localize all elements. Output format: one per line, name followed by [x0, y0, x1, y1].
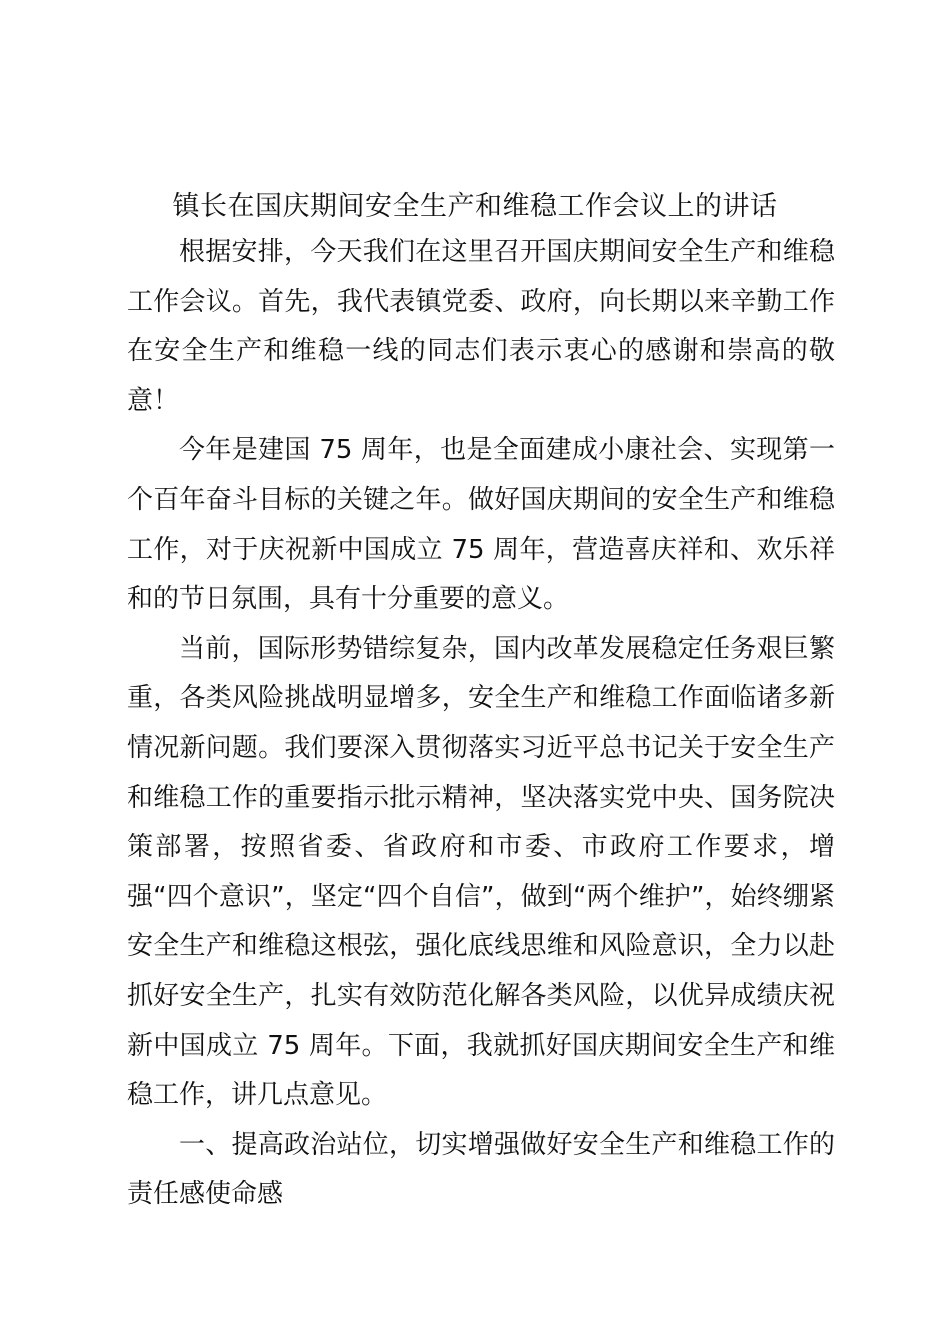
document-body — [127, 228, 835, 1220]
document-title: 镇长在国庆期间安全生产和维稳工作会议上的讲话 — [172, 191, 778, 222]
paragraph-opening: 根据安排，今天我们在这里召开国庆期间安全生产和维稳工作会议。首先，我代表镇党委、政府，向长期以来辛勤工作在安全生产和维稳一线的同志们表示衷心的感谢和崇高的敬意！ — [127, 237, 835, 416]
paragraph-anniversary: 今年是建国 75 周年，也是全面建成小康社会、实现第一个百年奋斗目标的关键之年。做好国庆期间的安全生产和维稳工作，对于庆祝新中国成立 75 周年，营造喜庆祥和、欢乐祥和的节日氛围，具有十分重要的意义。 — [127, 435, 835, 615]
section-heading-1: 一、提高政治站位，切实增强做好安全生产和维稳工作的责任感使命感 — [127, 1129, 835, 1210]
paragraph-current-situation: 当前，国际形势错综复杂，国内改革发展稳定任务艰巨繁重，各类风险挑战明显增多，安全生产和维稳工作面临诸多新情况新问题。我们要深入贯彻落实习近平总书记关于安全生产和维稳工作的重要指示批示精神，坚决落实党中央、国务院决策部署，按照省委、省政府和市委、市政府工作要求，增强“四个意识”，坚定“四个自信”，做到“两个维护”，始终绷紧安全生产和维稳这根弦，强化底线思维和风险意识，全力以赴抓好安全生产，扎实有效防范化解各类风险，以优异成绩庆祝新中国成立 75 周年。下面，我就抓好国庆期间安全生产和维稳工作，讲几点意见。 — [127, 633, 835, 1111]
